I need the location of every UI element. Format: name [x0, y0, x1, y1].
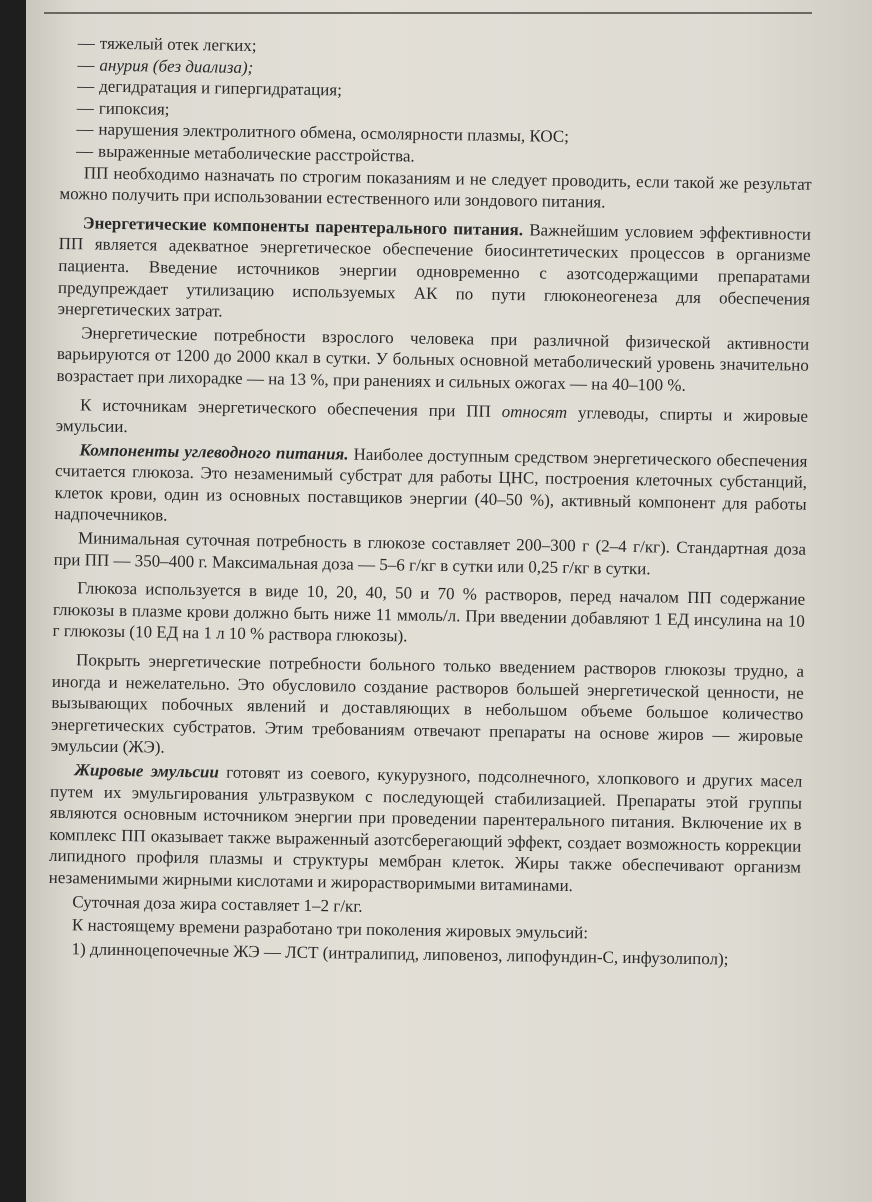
- generation-item: 1) длинноцепочечные ЖЭ — ЛСТ (интралипид, липовеноз, липофундин-С, инфузолипол);: [71, 939, 729, 969]
- section-heading-energy: Энергетические компоненты парентерального питания.: [82, 213, 524, 240]
- header-rule: [44, 12, 812, 14]
- list-item: — тяжелый отек легких;: [77, 33, 257, 56]
- bullet-dash: —: [77, 54, 95, 75]
- list-item: — дегидратация и гипергидратация;: [77, 76, 343, 100]
- paragraph-carbohydrates: Компоненты углеводного питания. Наиболее доступным средством энергетического обеспечения считается глюкоза. Это незаменимый субстрат для работы ЦНС, построения клеточных субстанций, клеток крови, один из основных поставщиков энергии (40–50 %), активный компонент для работы надпочечников.: [54, 440, 808, 526]
- list-item: — выраженные метаболические расстройства.: [75, 141, 415, 166]
- paragraph-energy-needs: Энергетические потребности взрослого человека при различной физической активности варьируются от 1200 до 2000 ккал в сутки. У больных основной метаболический уровень значительно возрастает при лихорадке — на 13 %, при ранениях и сильных ожогах — на 40–100 %.: [56, 323, 810, 395]
- paragraph-glucose-use: Глюкоза используется в виде 10, 20, 40, 50 и 70 % растворов, перед началом ПП содержание глюкозы в плазме крови должно быть ниже 11 ммоль/л. При введении добавляют 1 ЕД инсулина на 10 г глюкозы (10 ЕД на 1 л 10 % раствора глюкозы).: [52, 578, 806, 646]
- paragraph-energy-sources: К источникам энергетического обеспечения при ПП относят углеводы, спирты и жировые эмульсии.: [55, 394, 809, 437]
- bullet-dash: —: [76, 98, 94, 118]
- section-heading-carbohydrates: Компоненты углеводного питания.: [79, 440, 349, 464]
- list-item: — нарушения электролитного обмена, осмолярности плазмы, КОС;: [76, 119, 570, 147]
- paragraph-fat-emulsions: Жировые эмульсии готовят из соевого, кукурузного, подсолнечного, хлопкового и других масел путем их эмульгирования ультразвуком с последующей стабилизацией. Препараты этой группы являются основным источником энергии при проведении парентерального питания. Включение их в комплекс ПП оказывает также выраженный азотсберегающий эффект, создает возможность коррекции липидного профиля плазмы и структуры мембран клеток. Жиры также обеспечивают организм незаменимыми жирными кислотами и жирорастворимыми витаминами.: [48, 760, 803, 896]
- book-page: [26, 0, 872, 1202]
- list-item: — гипоксия;: [76, 98, 170, 119]
- page-text: [47, 32, 814, 973]
- paragraph-fat-dose: Суточная доза жира составляет 1–2 г/кг.: [72, 891, 363, 916]
- paragraph-glucose-dose: Минимальная суточная потребность в глюкозе составляет 200–300 г (2–4 г/кг). Стандартная доза при ПП — 350–400 г. Максимальная доза — 5–6 г/кг в сутки или 0,25 г/кг в сутки.: [53, 528, 807, 578]
- contraindications-list: [60, 32, 814, 173]
- list-item: — анурия (без диализа);: [77, 54, 254, 77]
- bullet-dash: —: [75, 141, 94, 161]
- bullet-dash: —: [77, 76, 95, 96]
- paragraph-pp-indication: ПП необходимо назначать по строгим показаниям и не следует проводить, если такой же результат можно получить при использовании естественного или зондового питания.: [59, 162, 812, 212]
- bullet-dash: —: [77, 33, 95, 53]
- bullet-dash: —: [76, 119, 94, 139]
- paragraph-generations: К настоящему времени разработано три поколения жировых эмульсий:: [71, 915, 589, 943]
- paragraph-energy-cover: Покрыть энергетические потребности больного только введением растворов глюкозы трудно, а иногда и нежелательно. Это обусловило создание растворов большей энергетической ценности, не вызывающих побочных явлений и доставляющих в небольшом объеме большое количество энергетических субстратов. Этим требованиям отвечают препараты на основе жиров — жировые эмульсии (ЖЭ).: [50, 650, 805, 758]
- paragraph-energy-intro: Энергетические компоненты парентерального питания. Важнейшим условием эффективности ПП является адекватное энергетическое обеспечение биосинтетических процессов в организме пациента. Введение источников энергии одновременно с азотсодержащими препаратами предупреждает утилизацию используемых АК по пути глюконеогенеза для обеспечения энергетических затрат.: [57, 213, 812, 321]
- section-heading-fat-emulsions: Жировые эмульсии: [74, 760, 220, 782]
